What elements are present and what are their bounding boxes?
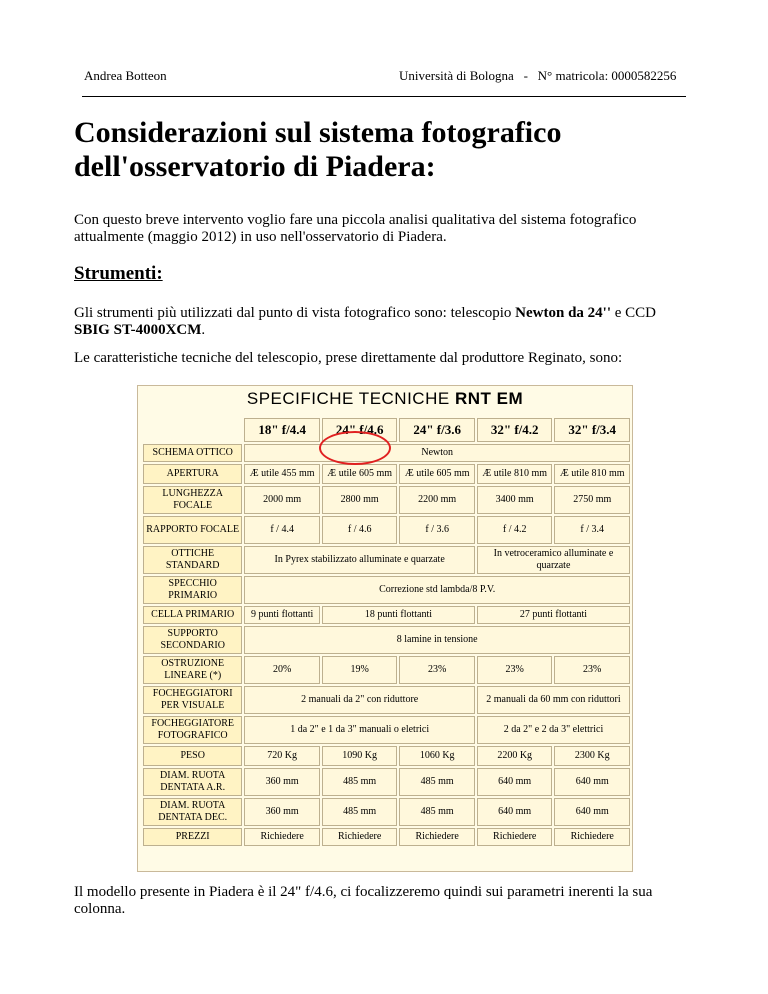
row-label: SCHEMA OTTICO: [143, 444, 242, 462]
table-cell: f / 4.4: [244, 516, 320, 544]
table-cell: 640 mm: [477, 798, 553, 826]
spec-title-prefix: SPECIFICHE TECNICHE: [246, 389, 455, 408]
col-header: 24" f/4.6: [322, 418, 398, 442]
table-cell: f / 3.4: [554, 516, 630, 544]
table-cell: 485 mm: [399, 768, 475, 796]
table-cell: In Pyrex stabilizzato alluminate e quarzate: [244, 546, 475, 574]
table-cell: 2 manuali da 2" con riduttore: [244, 686, 475, 714]
row-label: PESO: [143, 746, 242, 766]
header-affiliation: Università di Bologna - N° matricola: 0000582256: [399, 68, 677, 83]
table-cell: 23%: [477, 656, 553, 684]
table-cell: 2750 mm: [554, 486, 630, 514]
row-label: SUPPORTO SECONDARIO: [143, 626, 242, 654]
row-label: APERTURA: [143, 464, 242, 484]
table-row: [143, 464, 630, 484]
table-cell: Richiedere: [477, 828, 553, 846]
page-title: Considerazioni sul sistema fotografico dell'osservatorio di Piadera:: [74, 116, 562, 183]
table-row: [143, 768, 630, 796]
table-cell: 18 punti flottanti: [322, 606, 475, 624]
table-cell: 1 da 2" e 1 da 3" manuali o eletrici: [244, 716, 475, 744]
table-cell: 485 mm: [322, 798, 398, 826]
col-header: 32" f/4.2: [477, 418, 553, 442]
table-row: [143, 626, 630, 654]
table-cell: f / 3.6: [399, 516, 475, 544]
table-cell: 23%: [554, 656, 630, 684]
table-cell: 19%: [322, 656, 398, 684]
row-label: DIAM. RUOTA DENTATA DEC.: [143, 798, 242, 826]
table-cell: 2300 Kg: [554, 746, 630, 766]
table-row: [143, 686, 630, 714]
table-cell: 8 lamine in tensione: [244, 626, 630, 654]
row-label: PREZZI: [143, 828, 242, 846]
p1-text-1: Gli strumenti più utilizzati dal punto di vista fotografico sono: telescopio: [74, 305, 516, 321]
row-label: CELLA PRIMARIO: [143, 606, 242, 624]
table-cell: Richiedere: [322, 828, 398, 846]
table-row: [143, 746, 630, 766]
corner-cell: [143, 418, 242, 442]
row-label: FOCHEGGIATORI PER VISUALE: [143, 686, 242, 714]
header-rule: [82, 96, 686, 97]
table-cell: 485 mm: [399, 798, 475, 826]
table-row: [143, 546, 630, 574]
col-header: 32" f/3.4: [554, 418, 630, 442]
table-row: [143, 486, 630, 514]
table-cell: f / 4.2: [477, 516, 553, 544]
table-cell: 23%: [399, 656, 475, 684]
table-cell: 20%: [244, 656, 320, 684]
table-cell: 2800 mm: [322, 486, 398, 514]
table-row: [143, 798, 630, 826]
table-row: [143, 716, 630, 744]
table-cell: Correzione std lambda/8 P.V.: [244, 576, 630, 604]
table-cell: 360 mm: [244, 768, 320, 796]
table-cell: Richiedere: [399, 828, 475, 846]
p1-bold-telescope: Newton da 24'': [515, 305, 612, 321]
table-cell: 485 mm: [322, 768, 398, 796]
table-cell: 2200 mm: [399, 486, 475, 514]
p1-text-2: e CCD: [611, 305, 657, 321]
table-cell: 640 mm: [477, 768, 553, 796]
table-cell: Richiedere: [554, 828, 630, 846]
row-label: SPECCHIO PRIMARIO: [143, 576, 242, 604]
table-cell: Æ utile 810 mm: [554, 464, 630, 484]
spec-table: [141, 416, 632, 848]
spec-table-title: [138, 389, 632, 409]
table-cell: Æ utile 605 mm: [399, 464, 475, 484]
p1-text-3: .: [201, 322, 206, 338]
table-cell: 720 Kg: [244, 746, 320, 766]
conclusion-paragraph: Il modello presente in Piadera è il 24" f/4.6, ci focalizzeremo quindi sui parametri inerenti la sua colonna.: [74, 884, 653, 917]
table-cell: Æ utile 605 mm: [322, 464, 398, 484]
table-cell: 3400 mm: [477, 486, 553, 514]
table-cell: In vetroceramico alluminate e quarzate: [477, 546, 630, 574]
instruments-paragraph: [74, 305, 694, 339]
table-row: [143, 828, 630, 846]
spec-table-image: [137, 385, 633, 872]
specs-intro-paragraph: Le caratteristiche tecniche del telescopio, prese direttamente dal produttore Reginato, sono:: [74, 350, 623, 366]
highlight-circle: [319, 431, 391, 465]
table-header-row: [143, 418, 630, 442]
p1-bold-ccd: SBIG ST-4000XCM: [74, 322, 202, 338]
table-cell: Æ utile 810 mm: [477, 464, 553, 484]
table-cell: 640 mm: [554, 768, 630, 796]
spec-title-model: RNT EM: [454, 389, 524, 408]
header-author: Andrea Botteon: [84, 68, 167, 83]
table-cell: 27 punti flottanti: [477, 606, 630, 624]
table-cell: f / 4.6: [322, 516, 398, 544]
table-cell: 9 punti flottanti: [244, 606, 320, 624]
row-label: DIAM. RUOTA DENTATA A.R.: [143, 768, 242, 796]
table-row: [143, 606, 630, 624]
section-heading: Strumenti:: [74, 263, 163, 284]
col-header: 18" f/4.4: [244, 418, 320, 442]
table-cell: 2200 Kg: [477, 746, 553, 766]
table-cell: 1060 Kg: [399, 746, 475, 766]
row-label: LUNGHEZZA FOCALE: [143, 486, 242, 514]
intro-paragraph: Con questo breve intervento voglio fare una piccola analisi qualitativa del sistema fotografico attualmente (maggio 2012) in uso nell'osservatorio di Piadera.: [74, 212, 637, 245]
col-header: 24" f/3.6: [399, 418, 475, 442]
table-cell: 2 da 2" e 2 da 3" elettrici: [477, 716, 630, 744]
table-cell: Newton: [244, 444, 630, 462]
row-label: OSTRUZIONE LINEARE (*): [143, 656, 242, 684]
row-label: OTTICHE STANDARD: [143, 546, 242, 574]
table-row: [143, 576, 630, 604]
table-row: [143, 516, 630, 544]
table-cell: 640 mm: [554, 798, 630, 826]
table-cell: 360 mm: [244, 798, 320, 826]
table-cell: Æ utile 455 mm: [244, 464, 320, 484]
table-cell: 1090 Kg: [322, 746, 398, 766]
table-cell: Richiedere: [244, 828, 320, 846]
row-label: FOCHEGGIATORE FOTOGRAFICO: [143, 716, 242, 744]
table-cell: 2000 mm: [244, 486, 320, 514]
table-row: [143, 656, 630, 684]
table-cell: 2 manuali da 60 mm con riduttori: [477, 686, 630, 714]
row-label: RAPPORTO FOCALE: [143, 516, 242, 544]
